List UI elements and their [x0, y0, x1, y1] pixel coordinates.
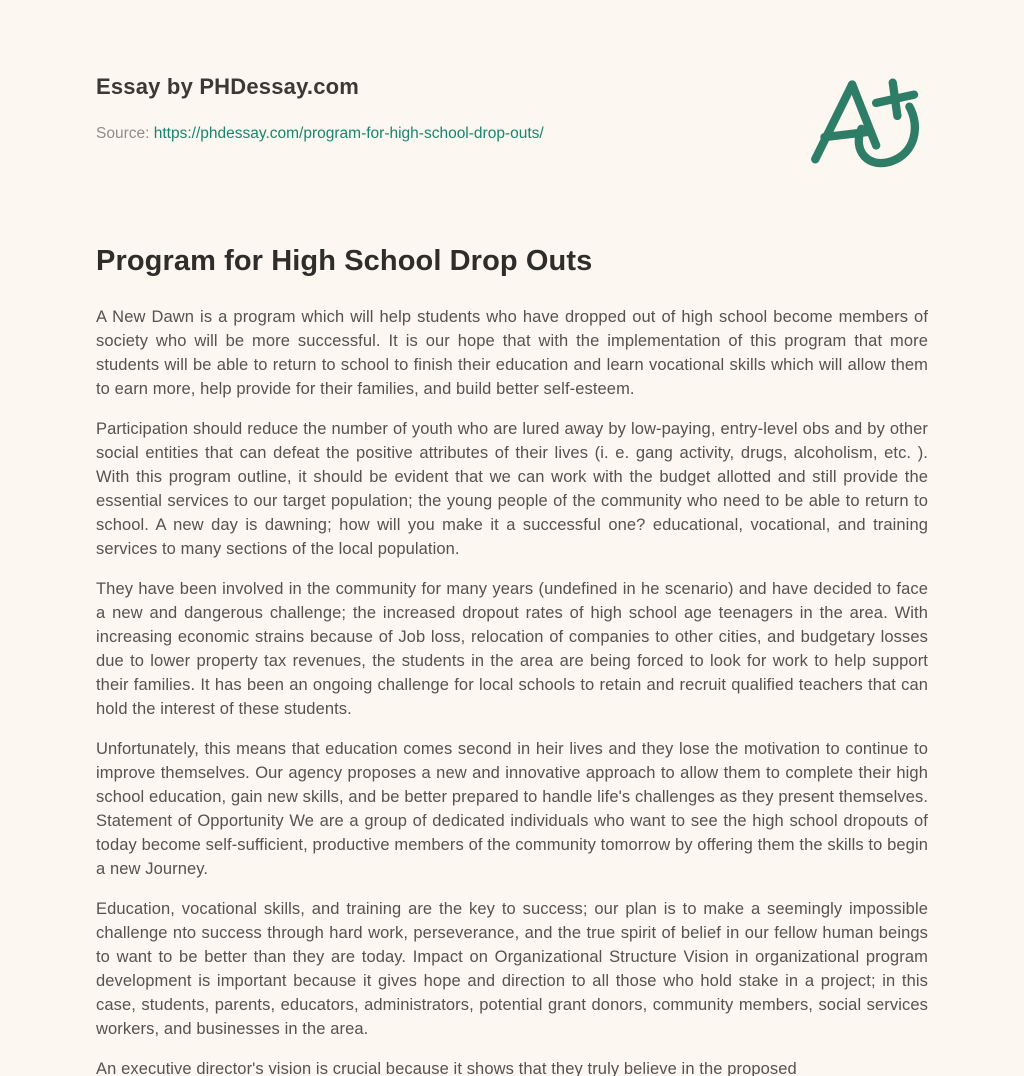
essay-paragraph: They have been involved in the community for many years (undefined in he scenario) and have decided to face a new and dangerous challenge; the increased dropout rates of high school age teenagers in the area. With increasing economic strains because of Job loss, relocation of companies to other cities, and budgetary losses due to lower property tax revenues, the students in the area are being forced to look for work to help support their families. It has been an ongoing challenge for local schools to retain and recruit qualified teachers that can hold the interest of these students.	[96, 580, 928, 718]
page-header	[96, 74, 928, 173]
header-text-block	[96, 74, 806, 143]
essay-paragraph: Unfortunately, this means that education comes second in heir lives and they lose the motivation to continue to improve themselves. Our agency proposes a new and innovative approach to allow them to complete their high school education, gain new skills, and be better prepared to handle life's challenges as they present themselves. Statement of Opportunity We are a group of dedicated individuals who want to see the high school dropouts of today become self-sufficient, productive members of the community tomorrow by offering them the skills to begin a new Journey.	[96, 740, 928, 878]
source-line	[96, 125, 806, 143]
essay-paragraph: Participation should reduce the number of youth who are lured away by low-paying, entry-level obs and by other social entities that can defeat the positive attributes of their lives (i. e. gang activity, drugs, alcoholism, etc. ). With this program outline, it should be evident that we can work with the budget allotted and still provide the essential services to our target population; the young people of the community who need to be able to return to school. A new day is dawning; how will you make it a successful one? educational, vocational, and training services to many sections of the local population.	[96, 420, 928, 558]
byline-heading: Essay by PHDessay.com	[96, 74, 360, 99]
page-title: Program for High School Drop Outs	[96, 245, 593, 277]
essay-paragraph: An executive director's vision is crucial because it shows that they truly believe in the proposed	[96, 1060, 797, 1076]
essay-paragraph: A New Dawn is a program which will help students who have dropped out of high school become members of society who will be more successful. It is our hope that with the implementation of this program that more students will be able to return to school to finish their education and learn vocational skills which will allow them to earn more, help provide for their families, and build better self-esteem.	[96, 308, 928, 398]
source-url-link[interactable]: https://phdessay.com/program-for-high-school-drop-outs/	[153, 125, 544, 142]
essay-body	[96, 305, 928, 1076]
essay-paragraph: Education, vocational skills, and training are the key to success; our plan is to make a seemingly impossible challenge nto success through hard work, perseverance, and the true spirit of belief in our fellow human beings to want to be better than they are today. Impact on Organizational Structure Vision in organizational program development is important because it gives hope and direction to all those who hold stake in a project; in this case, students, parents, educators, administrators, potential grant donors, community members, social services workers, and businesses in the area.	[96, 900, 928, 1038]
phdessay-logo-icon	[806, 68, 926, 173]
source-label: Source:	[96, 125, 150, 142]
